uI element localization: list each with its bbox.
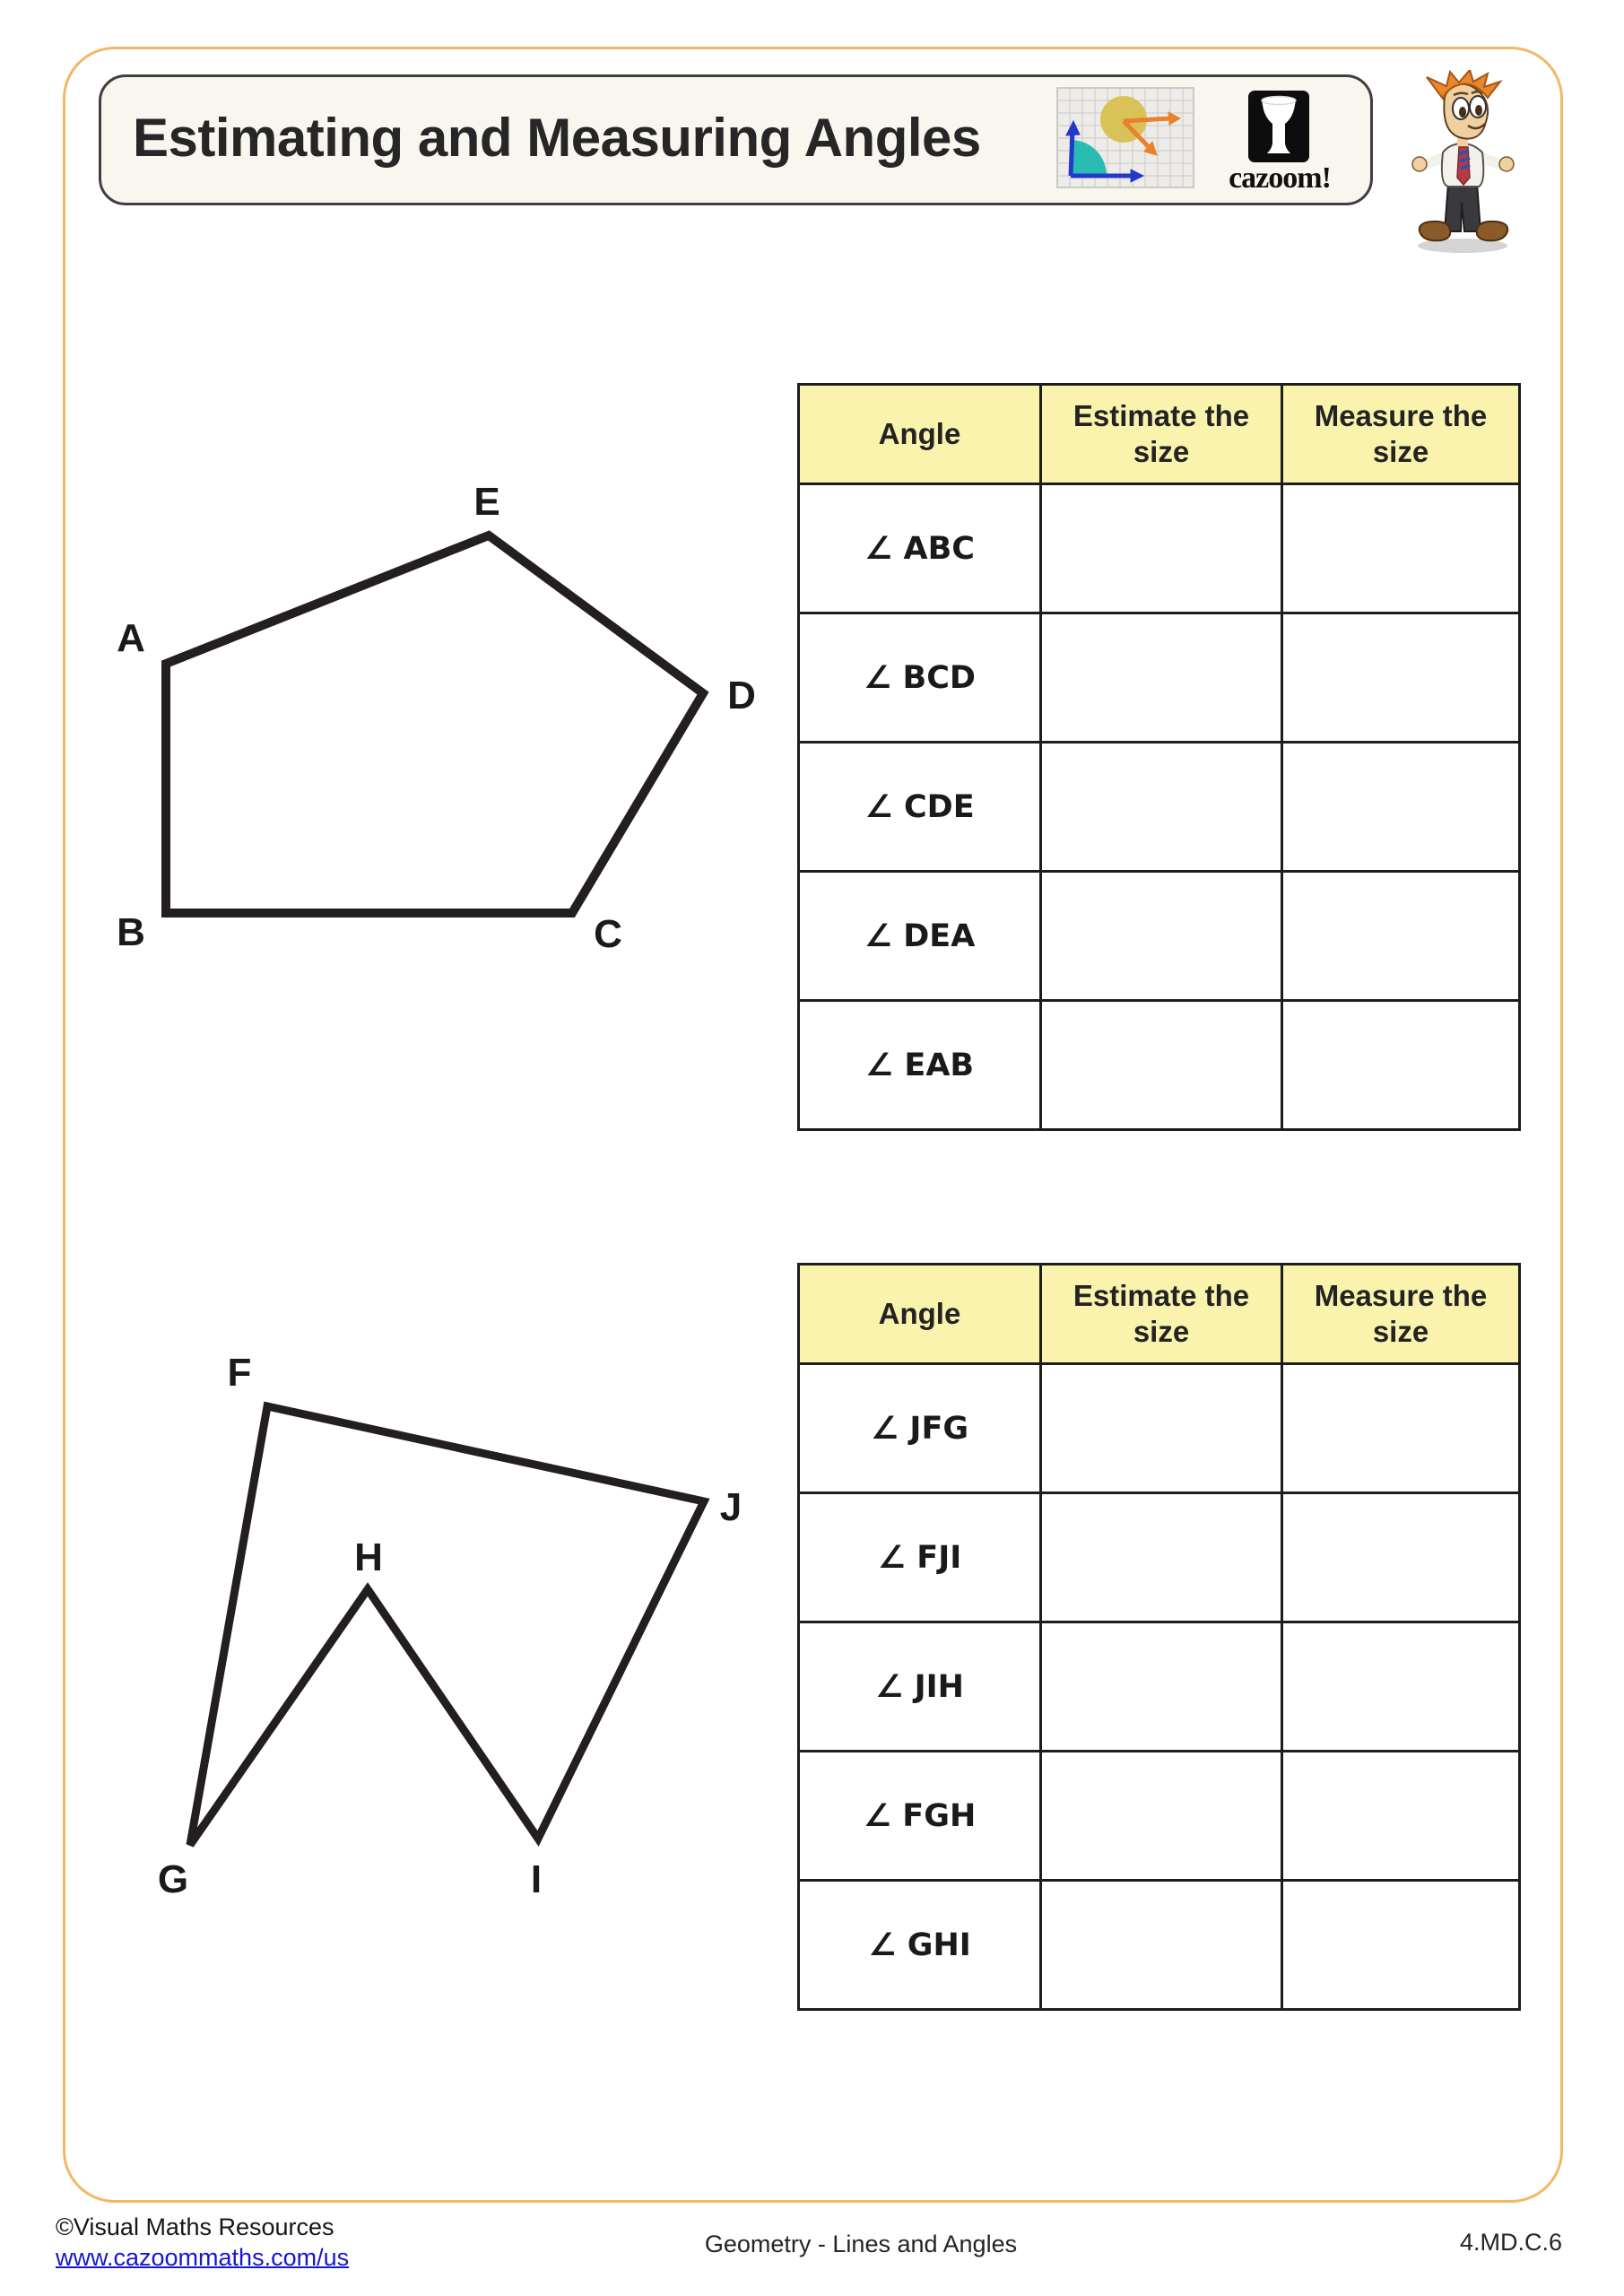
table-row xyxy=(799,1622,1520,1752)
column-header-measure: Measure the size xyxy=(1282,1265,1520,1364)
vertex-label-E: E xyxy=(473,480,500,524)
table-row xyxy=(799,613,1520,743)
table-row xyxy=(799,872,1520,1001)
estimate-answer-cell xyxy=(1041,1622,1282,1752)
footer-category: Geometry - Lines and Angles xyxy=(704,2231,1018,2257)
vertex-label-A: A xyxy=(117,616,145,660)
angles-table-fghij xyxy=(797,1263,1521,2011)
table-row xyxy=(799,1493,1520,1622)
table-row xyxy=(799,743,1520,872)
footer-website-link[interactable]: www.cazoommaths.com/us xyxy=(56,2244,350,2271)
column-header-angle: Angle xyxy=(799,1265,1041,1364)
vertex-label-B: B xyxy=(117,910,145,954)
angle-label-cell: ∠ DEA xyxy=(799,872,1041,1001)
angle-label-cell: ∠ FGH xyxy=(799,1752,1041,1881)
table-row xyxy=(799,484,1520,613)
angle-label-cell: ∠ CDE xyxy=(799,743,1041,872)
estimate-answer-cell xyxy=(1041,1752,1282,1881)
estimate-answer-cell xyxy=(1041,484,1282,613)
footer-standard-code: 4.MD.C.6 xyxy=(1459,2229,1562,2256)
angle-label-cell: ∠ FJI xyxy=(799,1493,1041,1622)
measure-answer-cell xyxy=(1282,872,1520,1001)
vertex-label-G: G xyxy=(157,1857,189,1901)
estimate-answer-cell xyxy=(1041,743,1282,872)
measure-answer-cell xyxy=(1282,1881,1520,2010)
cazoom-logo-text: cazoom! xyxy=(1229,161,1331,195)
angles-table-abcde xyxy=(797,383,1521,1131)
measure-answer-cell xyxy=(1282,1622,1520,1752)
measure-answer-cell xyxy=(1282,613,1520,743)
table-row xyxy=(799,1364,1520,1493)
estimate-answer-cell xyxy=(1041,1364,1282,1493)
column-header-estimate: Estimate the size xyxy=(1041,1265,1282,1364)
vertex-label-I: I xyxy=(530,1857,543,1901)
column-header-measure: Measure the size xyxy=(1282,385,1520,484)
estimate-answer-cell xyxy=(1041,1881,1282,2010)
table-row xyxy=(799,1752,1520,1881)
measure-answer-cell xyxy=(1282,484,1520,613)
measure-answer-cell xyxy=(1282,1001,1520,1130)
footer-copyright: ©Visual Maths Resources xyxy=(56,2213,334,2240)
angles-grid-icon xyxy=(1056,87,1194,188)
cazoom-mascot-character xyxy=(1402,70,1527,255)
angle-label-cell: ∠ GHI xyxy=(799,1881,1041,2010)
estimate-answer-cell xyxy=(1041,613,1282,743)
vertex-label-D: D xyxy=(727,674,756,718)
estimate-answer-cell xyxy=(1041,872,1282,1001)
vertex-label-C: C xyxy=(594,912,622,956)
table-row xyxy=(799,1001,1520,1130)
angle-label-cell: ∠ EAB xyxy=(799,1001,1041,1130)
angle-label-cell: ∠ JIH xyxy=(799,1622,1041,1752)
column-header-estimate: Estimate the size xyxy=(1041,385,1282,484)
vertex-label-J: J xyxy=(719,1485,743,1529)
table-row xyxy=(799,1881,1520,2010)
estimate-answer-cell xyxy=(1041,1001,1282,1130)
cazoom-drum-logo xyxy=(1248,91,1309,162)
measure-answer-cell xyxy=(1282,1493,1520,1622)
vertex-label-H: H xyxy=(354,1535,383,1579)
angle-label-cell: ∠ JFG xyxy=(799,1364,1041,1493)
vertex-label-F: F xyxy=(227,1351,252,1395)
angle-label-cell: ∠ BCD xyxy=(799,613,1041,743)
page-title: Estimating and Measuring Angles xyxy=(133,108,981,168)
table-header-row xyxy=(799,1265,1520,1364)
measure-answer-cell xyxy=(1282,1752,1520,1881)
estimate-answer-cell xyxy=(1041,1493,1282,1622)
table-header-row xyxy=(799,385,1520,484)
column-header-angle: Angle xyxy=(799,385,1041,484)
measure-answer-cell xyxy=(1282,1364,1520,1493)
angle-label-cell: ∠ ABC xyxy=(799,484,1041,613)
measure-answer-cell xyxy=(1282,743,1520,872)
